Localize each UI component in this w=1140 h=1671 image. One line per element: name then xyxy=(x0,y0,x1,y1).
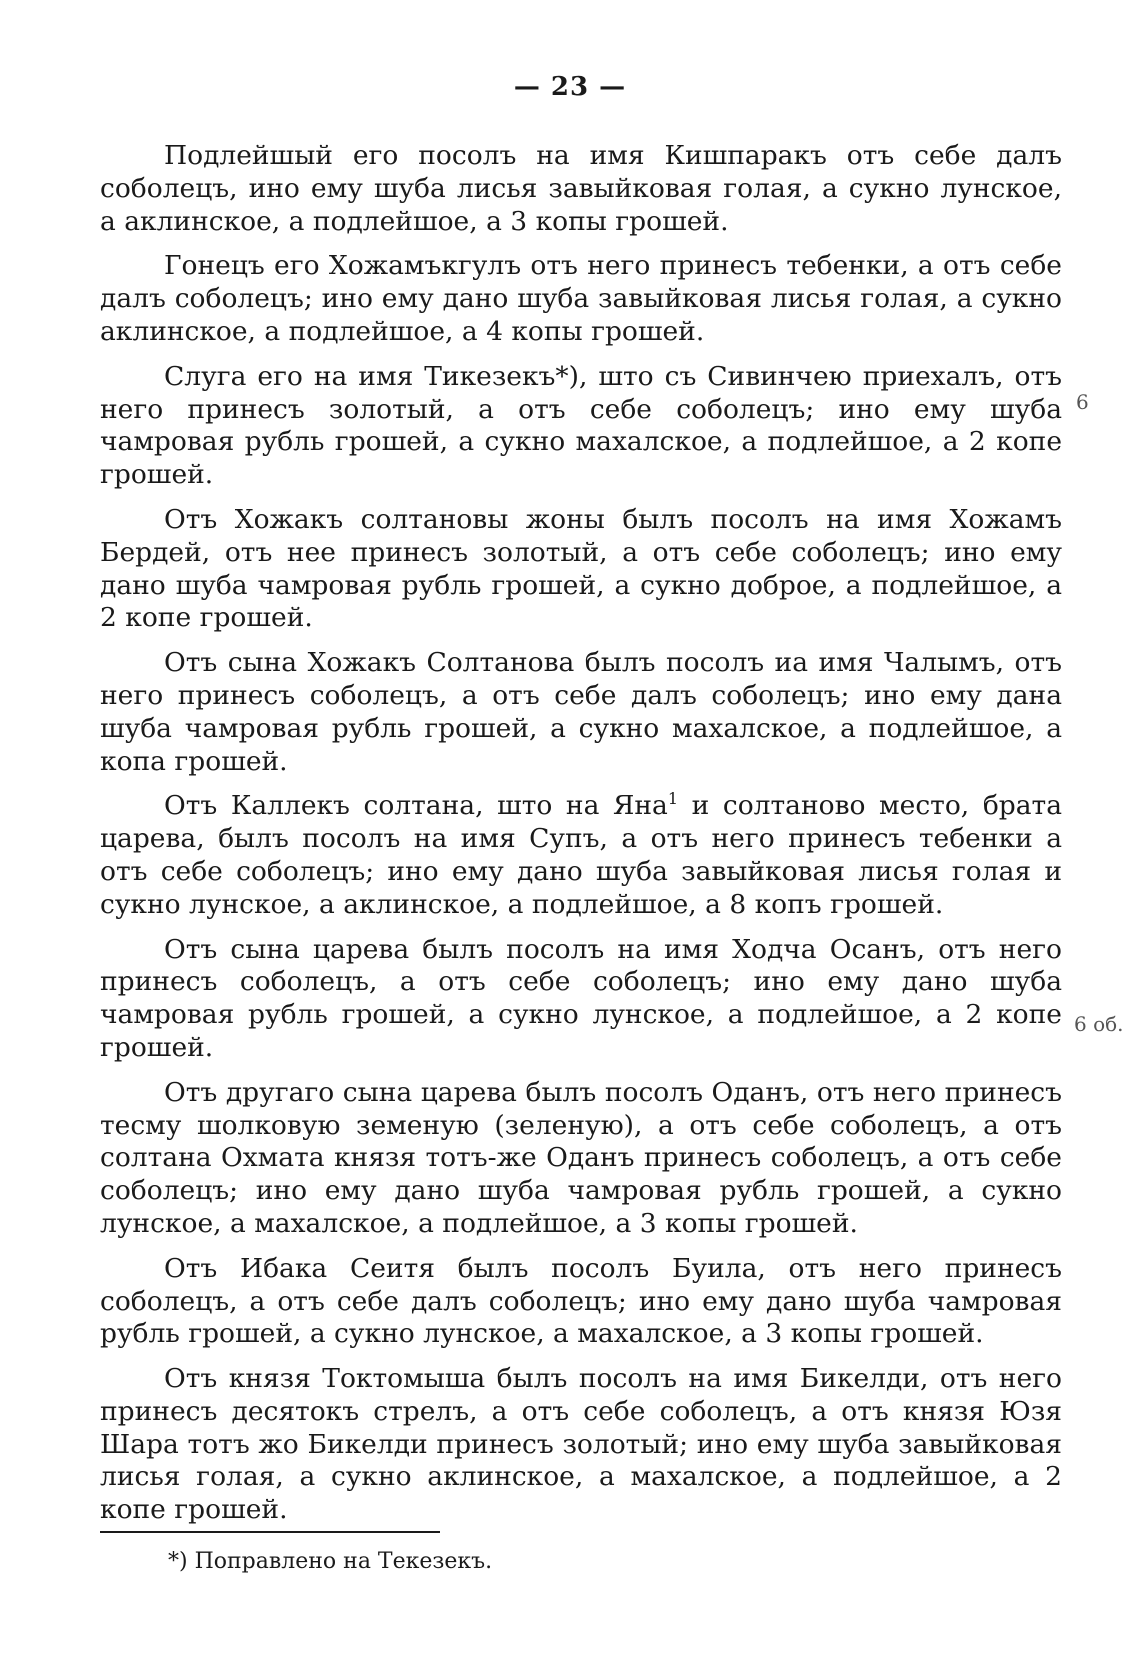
paragraph-1: Подлейшый его посолъ на имя Кишпаракъ отъ себе далъ соболецъ, ино ему шуба лисья завыйковая голая, а сукно лунское, а аклинское, а подлейшое, а 3 копы грошей. xyxy=(100,140,1062,237)
paragraph-6 xyxy=(100,790,1062,921)
paragraph-6-start: Отъ Каллекъ солтана, што на Яна xyxy=(164,790,668,822)
footnote: *) Поправлено на Текезекъ. xyxy=(168,1549,493,1574)
paragraph-9: Отъ Ибака Сеитя былъ посолъ Буила, отъ него принесъ соболецъ, а отъ себе далъ соболецъ; ино ему дано шуба чамровая рубль грошей, а сукно лунское, а махалское, а 3 копы грошей. xyxy=(100,1252,1062,1350)
margin-note-folio-6-verso: 6 об. xyxy=(1074,1012,1124,1036)
paragraph-5: Отъ сына Хожакъ Солтанова былъ посолъ иа имя Чалымъ, отъ него принесъ соболецъ, а отъ себе далъ соболецъ; ино ему дана шуба чамровая рубль грошей, а сукно махалское, а подлейшое, а копа грошей. xyxy=(100,647,1062,777)
footnote-marker: 1 xyxy=(667,789,679,809)
paragraph-2: Гонецъ его Хожамъкгулъ отъ него принесъ тебенки, а отъ себе далъ соболецъ; ино ему дано шуба завыйковая лисья голая, а сукно аклинское, а подлейшое, а 4 копы грошей. xyxy=(100,250,1062,347)
paragraph-3: Слуга его на имя Тикезекъ*), што съ Сивинчею приехалъ, отъ него принесъ золотый, а отъ себе соболецъ; ино ему шуба чамровая рубль грошей, а сукно махалское, а подлейшое, а 2 копе грошей. xyxy=(100,360,1062,491)
paragraph-7: Отъ сына царева былъ посолъ на имя Ходча Осанъ, отъ него принесъ соболецъ, а отъ себе соболецъ; ино ему дано шуба чамровая рубль грошей, а сукно лунское, а подлейшое, а 2 копе грошей. xyxy=(100,933,1062,1063)
paragraph-6-rest: и солтаново место, брата царева, былъ посолъ на имя Супъ, а отъ него принесъ тебенки а отъ себе соболецъ; ино ему дано шуба завыйковая лисья голая и сукно лунское, а аклинское, а подлейшое, а 8 копъ грошей. xyxy=(100,790,1062,920)
main-text xyxy=(100,140,1062,1539)
paragraph-4: Отъ Хожакъ солтановы жоны былъ посолъ на имя Хожамъ Бердей, отъ нее принесъ золотый, а отъ себе соболецъ; ино ему дано шуба чамровая рубль грошей, а сукно доброе, а подлейшое, а 2 копе грошей. xyxy=(100,503,1062,634)
page-number: — 23 — xyxy=(513,72,627,102)
margin-note-folio-6: 6 xyxy=(1076,390,1089,414)
footnote-divider xyxy=(100,1531,440,1533)
paragraph-10: Отъ князя Токтомыша былъ посолъ на имя Бикелди, отъ него принесъ десятокъ стрелъ, а отъ себе соболецъ, а отъ князя Юзя Шара тотъ жо Бикелди принесъ золотый; ино ему шуба завыйковая лисья голая, а сукно аклинское, а махалское, а подлейшое, а 2 копе грошей. xyxy=(100,1363,1062,1526)
paragraph-8: Отъ другаго сына царева былъ посолъ Оданъ, отъ него принесъ тесму шолковую земеную (зеленую), а отъ себе соболецъ, а отъ солтана Охмата князя тотъ-же Оданъ принесъ соболецъ, а отъ себе соболецъ; ино ему дано шуба чамровая рубль грошей, а сукно лунское, а махалское, а подлейшое, а 3 копы грошей. xyxy=(100,1076,1062,1239)
